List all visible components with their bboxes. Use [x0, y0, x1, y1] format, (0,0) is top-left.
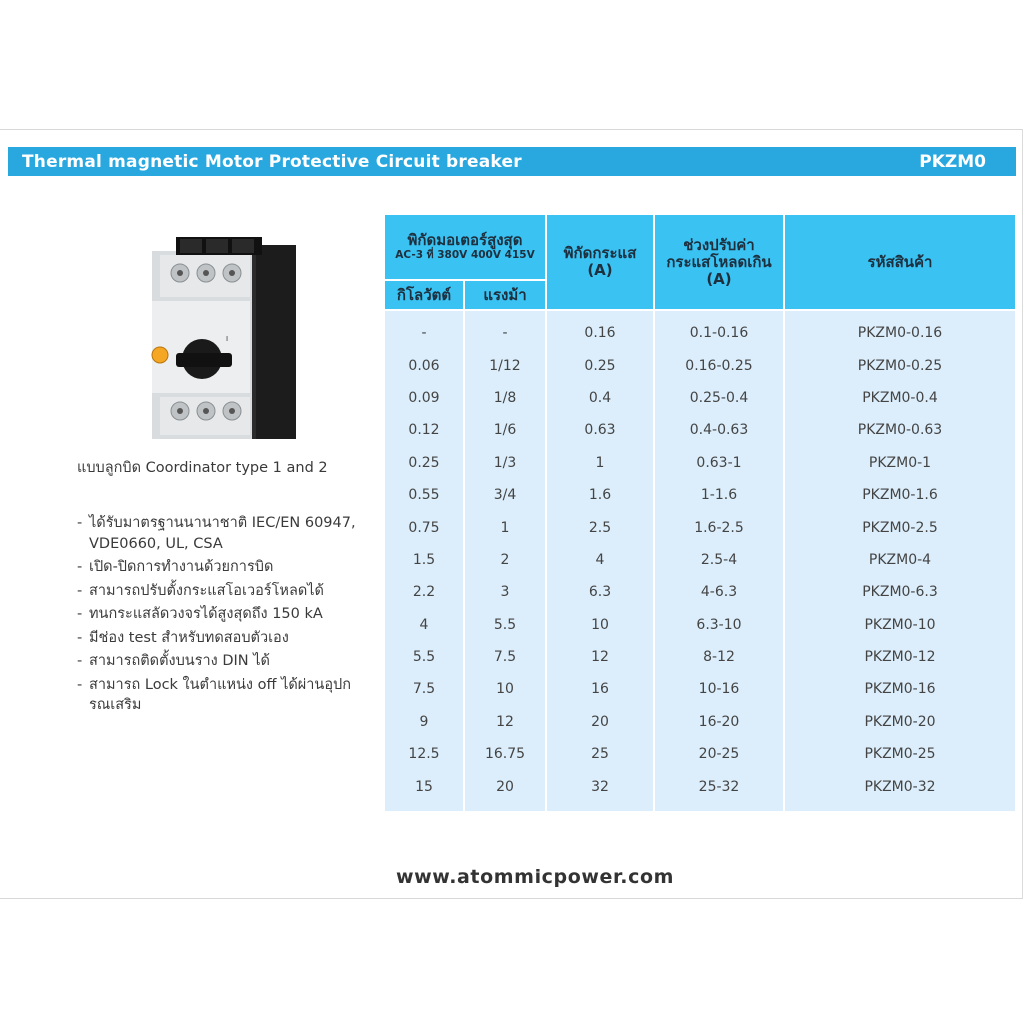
feature-item: - สามารถปรับตั้งกระแสโอเวอร์โหลดได้ — [77, 581, 367, 602]
cell-hp: 1 — [464, 511, 546, 543]
cell-hp: 1/12 — [464, 349, 546, 381]
cell-range: 0.1-0.16 — [654, 310, 784, 349]
feature-item: - ทนกระแสลัดวงจรได้สูงสุดถึง 150 kA — [77, 604, 367, 625]
cell-range: 1.6-2.5 — [654, 511, 784, 543]
cell-code: PKZM0-2.5 — [784, 511, 1016, 543]
page-title: Thermal magnetic Motor Protective Circuit breaker — [22, 152, 522, 172]
cell-range: 20-25 — [654, 738, 784, 770]
cell-code: PKZM0-20 — [784, 706, 1016, 738]
table-row — [384, 544, 1016, 576]
cell-kw: 4 — [384, 609, 464, 641]
header-range — [654, 214, 784, 310]
motor-rating-sub: AC-3 ที่ 380V 400V 415V — [395, 249, 535, 261]
cell-kw: 12.5 — [384, 738, 464, 770]
cell-range: 6.3-10 — [654, 609, 784, 641]
cell-kw: 0.25 — [384, 447, 464, 479]
website-url: www.atommicpower.com — [395, 866, 675, 888]
table-row — [384, 414, 1016, 446]
cell-code: PKZM0-1.6 — [784, 479, 1016, 511]
current-unit: (A) — [587, 261, 613, 279]
header-motor-rating — [384, 214, 546, 280]
cell-current: 16 — [546, 673, 654, 705]
cell-hp: 5.5 — [464, 609, 546, 641]
cell-code: PKZM0-32 — [784, 770, 1016, 810]
cell-current: 10 — [546, 609, 654, 641]
feature-item: - สามารถติดตั้งบนราง DIN ได้ — [77, 651, 367, 672]
cell-range: 0.63-1 — [654, 447, 784, 479]
cell-range: 10-16 — [654, 673, 784, 705]
cell-kw: 0.09 — [384, 382, 464, 414]
cell-kw: 15 — [384, 770, 464, 810]
cell-kw: 0.06 — [384, 349, 464, 381]
cell-kw: 0.55 — [384, 479, 464, 511]
table-row — [384, 673, 1016, 705]
cell-current: 1.6 — [546, 479, 654, 511]
header-kw: กิโลวัตต์ — [384, 280, 464, 310]
cell-hp: 10 — [464, 673, 546, 705]
cell-hp: 16.75 — [464, 738, 546, 770]
feature-item: - สามารถ Lock ในตำแหน่ง off ได้ผ่านอุปกรณเสริม — [77, 675, 367, 716]
table-row — [384, 511, 1016, 543]
cell-range: 2.5-4 — [654, 544, 784, 576]
cell-current: 20 — [546, 706, 654, 738]
table-row — [384, 770, 1016, 810]
cell-range: 16-20 — [654, 706, 784, 738]
cell-kw: 0.12 — [384, 414, 464, 446]
feature-list — [77, 513, 367, 719]
cell-current: 0.63 — [546, 414, 654, 446]
cell-kw: 2.2 — [384, 576, 464, 608]
circuit-breaker-illustration — [150, 237, 298, 445]
range-unit: (A) — [706, 269, 732, 288]
cell-range: 1-1.6 — [654, 479, 784, 511]
range-label-1: ช่วงปรับค่า — [683, 235, 755, 254]
cell-current: 0.16 — [546, 310, 654, 349]
motor-rating-label: พิกัดมอเตอร์สูงสุด — [407, 231, 523, 249]
cell-code: PKZM0-0.4 — [784, 382, 1016, 414]
cell-current: 2.5 — [546, 511, 654, 543]
cell-kw: 5.5 — [384, 641, 464, 673]
cell-code: PKZM0-6.3 — [784, 576, 1016, 608]
cell-hp: 1/8 — [464, 382, 546, 414]
spec-table — [383, 213, 1017, 811]
cell-range: 25-32 — [654, 770, 784, 810]
cell-code: PKZM0-12 — [784, 641, 1016, 673]
title-banner — [8, 147, 1016, 176]
cell-code: PKZM0-0.16 — [784, 310, 1016, 349]
table-row — [384, 641, 1016, 673]
cell-current: 12 — [546, 641, 654, 673]
header-current — [546, 214, 654, 310]
cell-current: 25 — [546, 738, 654, 770]
table-row — [384, 310, 1016, 349]
table-row — [384, 382, 1016, 414]
header-hp: แรงม้า — [464, 280, 546, 310]
cell-code: PKZM0-0.25 — [784, 349, 1016, 381]
cell-range: 0.4-0.63 — [654, 414, 784, 446]
cell-kw: 0.75 — [384, 511, 464, 543]
table-row — [384, 479, 1016, 511]
product-image — [150, 237, 298, 445]
cell-hp: - — [464, 310, 546, 349]
table-row — [384, 738, 1016, 770]
cell-hp: 2 — [464, 544, 546, 576]
cell-hp: 1/6 — [464, 414, 546, 446]
cell-range: 8-12 — [654, 641, 784, 673]
cell-range: 0.16-0.25 — [654, 349, 784, 381]
cell-code: PKZM0-10 — [784, 609, 1016, 641]
cell-code: PKZM0-0.63 — [784, 414, 1016, 446]
table-row — [384, 706, 1016, 738]
cell-range: 4-6.3 — [654, 576, 784, 608]
cell-hp: 1/3 — [464, 447, 546, 479]
cell-kw: - — [384, 310, 464, 349]
cell-code: PKZM0-1 — [784, 447, 1016, 479]
cell-code: PKZM0-16 — [784, 673, 1016, 705]
cell-hp: 12 — [464, 706, 546, 738]
current-label: พิกัดกระแส — [563, 244, 637, 262]
range-label-2: กระแสโหลดเกิน — [666, 252, 772, 271]
cell-hp: 3/4 — [464, 479, 546, 511]
model-name: PKZM0 — [919, 152, 986, 172]
cell-current: 4 — [546, 544, 654, 576]
cell-kw: 7.5 — [384, 673, 464, 705]
feature-item: - ได้รับมาตรฐานนานาชาติ IEC/EN 60947, VDE0660, UL, CSA — [77, 513, 367, 554]
spec-table-body — [384, 310, 1016, 811]
cell-kw: 9 — [384, 706, 464, 738]
cell-current: 0.4 — [546, 382, 654, 414]
cell-hp: 7.5 — [464, 641, 546, 673]
header-code — [784, 214, 1016, 310]
cell-current: 0.25 — [546, 349, 654, 381]
cell-hp: 20 — [464, 770, 546, 810]
table-row — [384, 447, 1016, 479]
product-description: แบบลูกบิด Coordinator type 1 and 2 — [77, 460, 328, 476]
feature-item: - เปิด-ปิดการทำงานด้วยการบิด — [77, 557, 367, 578]
table-row — [384, 349, 1016, 381]
cell-code: PKZM0-25 — [784, 738, 1016, 770]
table-row — [384, 609, 1016, 641]
cell-hp: 3 — [464, 576, 546, 608]
cell-current: 32 — [546, 770, 654, 810]
cell-kw: 1.5 — [384, 544, 464, 576]
cell-current: 6.3 — [546, 576, 654, 608]
table-row — [384, 576, 1016, 608]
svg-text:I: I — [226, 335, 229, 343]
cell-current: 1 — [546, 447, 654, 479]
code-label: รหัสสินค้า — [867, 252, 933, 271]
feature-item: - มีช่อง test สำหรับทดสอบตัวเอง — [77, 628, 367, 649]
cell-range: 0.25-0.4 — [654, 382, 784, 414]
cell-code: PKZM0-4 — [784, 544, 1016, 576]
